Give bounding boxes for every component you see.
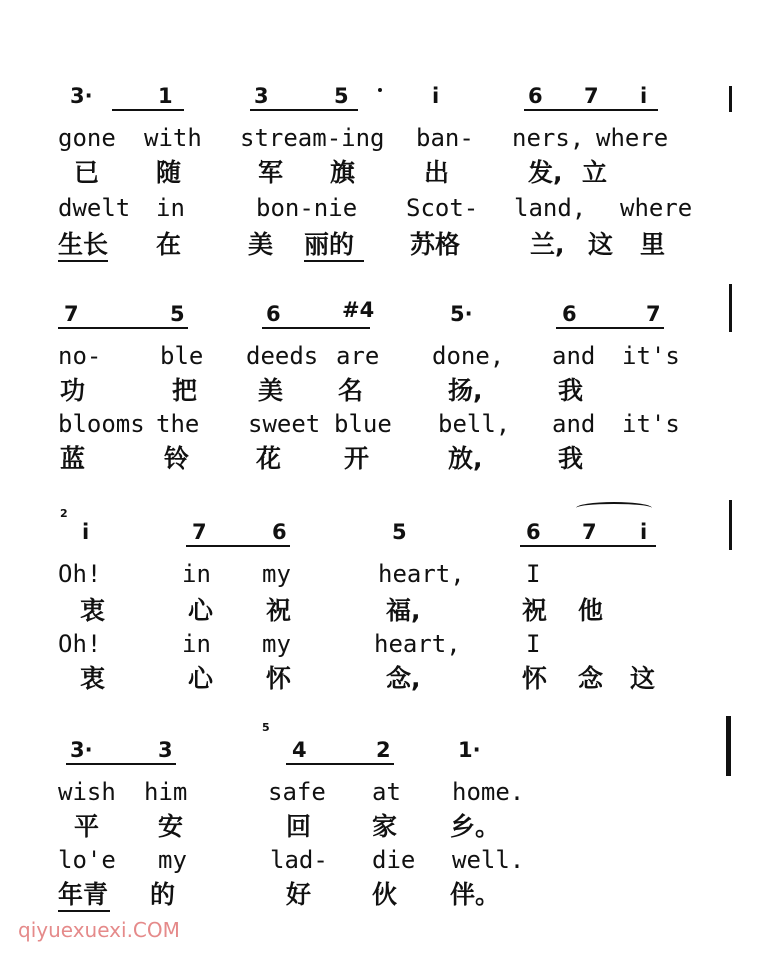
lyric-word: lo'e — [58, 846, 116, 874]
note: 7 — [64, 302, 79, 326]
lyric-cjk: 我 — [558, 376, 584, 405]
lyric-cjk: 念 — [578, 664, 604, 693]
slur — [576, 502, 652, 514]
lyric-word: ban- — [416, 124, 474, 152]
lyric-cjk: 年青 — [58, 880, 109, 909]
lyric-cjk: 怀 — [522, 664, 548, 693]
note: 6 — [562, 302, 577, 326]
beam-underline — [556, 327, 664, 329]
lyric-cjk: 祝 — [266, 596, 292, 625]
note: 3· — [70, 738, 93, 762]
lyric-cjk: 衷 — [80, 664, 106, 693]
lyric-word: my — [262, 560, 291, 588]
lyric-cjk: 军 — [258, 158, 284, 187]
barline — [729, 284, 732, 332]
lyric-cjk: 苏格 — [410, 230, 461, 259]
note: 5· — [450, 302, 473, 326]
octave-dot — [378, 88, 382, 92]
lyric-cjk: 福, — [386, 596, 421, 625]
lyric-word: well. — [452, 846, 525, 874]
lyric-word: deeds — [246, 342, 319, 370]
lyric-word: are — [336, 342, 380, 370]
lyric-word: in — [156, 194, 185, 222]
lyric-cjk: 心 — [188, 596, 214, 625]
lyric-cjk: 旗 — [330, 158, 356, 187]
lyric-word: my — [158, 846, 187, 874]
lyric-word: at — [372, 778, 401, 806]
lyric-cjk: 怀 — [266, 664, 292, 693]
lyric-cjk: 生长 — [58, 230, 109, 259]
lyric-word: and — [552, 410, 596, 438]
lyric-cjk: 美 — [258, 376, 284, 405]
note: 7 — [646, 302, 661, 326]
lyric-word: in — [182, 630, 211, 658]
lyric-underline — [304, 260, 364, 262]
lyric-cjk: 随 — [156, 158, 182, 187]
note: #4 — [342, 298, 375, 322]
lyric-word: dwelt — [58, 194, 131, 222]
beam-underline — [524, 109, 658, 111]
lyric-cjk: 安 — [158, 812, 184, 841]
lyric-word: I — [526, 630, 541, 658]
lyric-word: my — [262, 630, 291, 658]
note: 6 — [272, 520, 287, 544]
note: 7 — [192, 520, 207, 544]
beam-underline — [262, 327, 370, 329]
lyric-cjk: 祝 — [522, 596, 548, 625]
note: 3 — [158, 738, 173, 762]
note: 5 — [334, 84, 349, 108]
lyric-word: die — [372, 846, 416, 874]
lyric-cjk: 在 — [156, 230, 182, 259]
lyric-word: land, — [514, 194, 587, 222]
note: 1 — [158, 84, 173, 108]
lyric-cjk: 平 — [74, 812, 100, 841]
lyric-word: Oh! — [58, 560, 102, 588]
lyric-cjk: 家 — [372, 812, 398, 841]
note: 1· — [458, 738, 481, 762]
lyric-cjk: 里 — [640, 230, 666, 259]
note: i — [640, 520, 648, 544]
lyric-cjk: 乡。 — [450, 812, 501, 841]
lyric-cjk: 衷 — [80, 596, 106, 625]
lyric-word: where — [620, 194, 693, 222]
beam-underline — [66, 763, 176, 765]
lyric-cjk: 回 — [286, 812, 312, 841]
lyric-word: where — [596, 124, 669, 152]
note: i — [640, 84, 648, 108]
watermark-text: qiyuexuexi.COM — [18, 918, 180, 942]
note: i — [82, 520, 90, 544]
lyric-word: heart, — [378, 560, 465, 588]
note: 5 — [392, 520, 407, 544]
lyric-cjk: 念, — [386, 664, 421, 693]
lyric-cjk: 花 — [256, 444, 282, 473]
lyric-word: I — [526, 560, 541, 588]
beam-underline — [520, 545, 656, 547]
lyric-word: heart, — [374, 630, 461, 658]
lyric-cjk: 蓝 — [60, 444, 86, 473]
beam-underline — [112, 109, 184, 111]
lyric-cjk: 把 — [172, 376, 198, 405]
lyric-cjk: 的 — [150, 880, 176, 909]
lyric-cjk: 放, — [448, 444, 483, 473]
note: 3 — [254, 84, 269, 108]
barline — [729, 500, 732, 550]
lyric-cjk: 功 — [60, 376, 86, 405]
lyric-cjk: 这 — [588, 230, 614, 259]
lyric-word: with — [144, 124, 202, 152]
lyric-word: it's — [622, 410, 680, 438]
lyric-word: Oh! — [58, 630, 102, 658]
lyric-cjk: 铃 — [164, 444, 190, 473]
lyric-word: blooms — [58, 410, 145, 438]
lyric-word: bell, — [438, 410, 511, 438]
lyric-word: lad- — [270, 846, 328, 874]
lyric-word: done, — [432, 342, 505, 370]
note: 3· — [70, 84, 93, 108]
lyric-cjk: 已 — [74, 158, 100, 187]
lyric-cjk: 名 — [338, 376, 364, 405]
lyric-cjk: 他 — [578, 596, 604, 625]
lyric-cjk: 美 — [248, 230, 274, 259]
lyric-cjk: 扬, — [448, 376, 483, 405]
lyric-cjk: 开 — [344, 444, 370, 473]
lyric-word: wish — [58, 778, 116, 806]
beam-underline — [58, 327, 188, 329]
lyric-cjk: 这 — [630, 664, 656, 693]
lyric-cjk: 立 — [582, 158, 608, 187]
lyric-word: and — [552, 342, 596, 370]
barline — [729, 86, 732, 112]
note: 4 — [292, 738, 307, 762]
lyric-word: ners, — [512, 124, 585, 152]
lyric-word: the — [156, 410, 200, 438]
note: 7 — [582, 520, 597, 544]
lyric-word: him — [144, 778, 188, 806]
lyric-word: safe — [268, 778, 326, 806]
beam-underline — [186, 545, 290, 547]
lyric-word: ble — [160, 342, 204, 370]
lyric-underline — [58, 260, 108, 262]
lyric-word: gone — [58, 124, 116, 152]
lyric-word: sweet — [248, 410, 321, 438]
lyric-cjk: 我 — [558, 444, 584, 473]
lyric-word: in — [182, 560, 211, 588]
grace-note: 2 — [60, 507, 68, 520]
lyric-word: home. — [452, 778, 525, 806]
lyric-cjk: 出 — [424, 158, 450, 187]
lyric-word: stream-ing — [240, 124, 385, 152]
note: 6 — [528, 84, 543, 108]
note: 5 — [170, 302, 185, 326]
barline — [726, 716, 731, 776]
lyric-cjk: 伙 — [372, 880, 398, 909]
lyric-cjk: 好 — [286, 880, 312, 909]
note: 7 — [584, 84, 599, 108]
lyric-underline — [58, 910, 110, 912]
lyric-word: it's — [622, 342, 680, 370]
lyric-cjk: 伴。 — [450, 880, 501, 909]
note: 2 — [376, 738, 391, 762]
lyric-cjk: 兰, — [530, 230, 565, 259]
note: i — [432, 84, 440, 108]
lyric-word: no- — [58, 342, 102, 370]
lyric-word: blue — [334, 410, 392, 438]
lyric-word: Scot- — [406, 194, 479, 222]
lyric-cjk: 丽的 — [304, 230, 355, 259]
grace-note: 5 — [262, 721, 270, 734]
lyric-cjk: 发, — [528, 158, 563, 187]
beam-underline — [286, 763, 394, 765]
lyric-cjk: 心 — [188, 664, 214, 693]
note: 6 — [526, 520, 541, 544]
beam-underline — [250, 109, 358, 111]
note: 6 — [266, 302, 281, 326]
lyric-word: bon-nie — [256, 194, 358, 222]
